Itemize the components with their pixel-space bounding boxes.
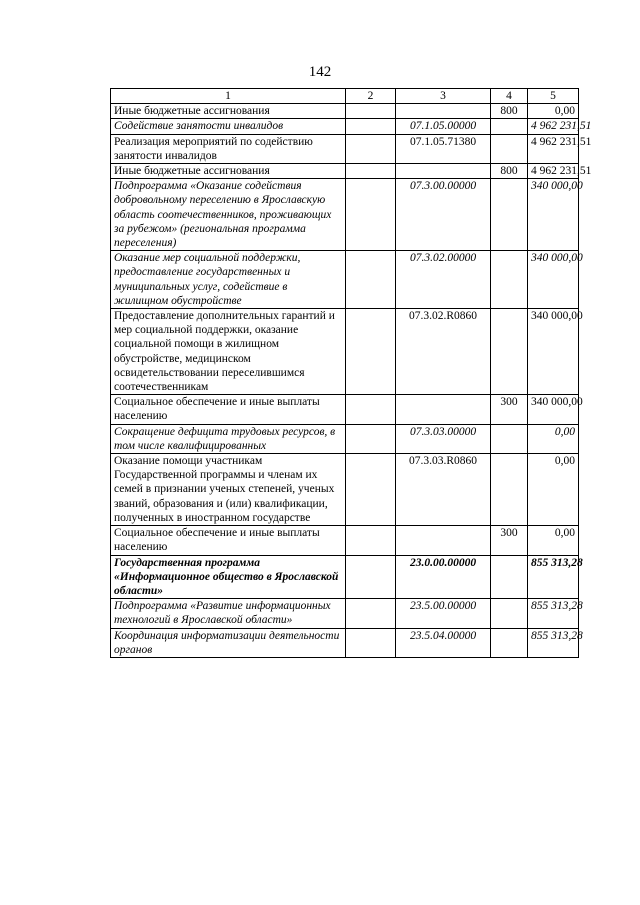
row-name-cell: Иные бюджетные ассигнования xyxy=(111,104,346,119)
header-col-3: 3 xyxy=(396,89,491,104)
row-kvr-cell xyxy=(491,134,528,163)
row-code-cell xyxy=(396,164,491,179)
row-name-cell: Социальное обеспечение и иные выплаты населению xyxy=(111,526,346,555)
row-name-cell: Подпрограмма «Оказание содействия добровольному переселению в Ярославскую область соотечественников, проживающих за рубежом» (региональная программа переселения) xyxy=(111,179,346,251)
row-code-cell: 07.3.00.00000 xyxy=(396,179,491,251)
row-code-cell: 07.3.02.00000 xyxy=(396,251,491,309)
table-row xyxy=(111,395,579,424)
row-kvr-cell xyxy=(491,179,528,251)
row-kvr-cell xyxy=(491,628,528,657)
row-name-cell: Оказание мер социальной поддержки, предоставление государственных и муниципальных услуг, содействие в жилищном обустройстве xyxy=(111,251,346,309)
row-name-cell: Государственная программа «Информационное общество в Ярославской области» xyxy=(111,555,346,599)
row-col2-cell xyxy=(346,555,396,599)
row-name-cell: Иные бюджетные ассигнования xyxy=(111,164,346,179)
row-col2-cell xyxy=(346,119,396,134)
table-header-row xyxy=(111,89,579,104)
table-body xyxy=(111,104,592,658)
row-sum-cell: 4 962 231,51 xyxy=(528,119,579,134)
row-name-cell: Сокращение дефицита трудовых ресурсов, в том числе квалифицированных xyxy=(111,424,346,453)
table-row xyxy=(111,526,579,555)
row-sum-cell: 0,00 xyxy=(528,424,579,453)
row-col2-cell xyxy=(346,628,396,657)
row-kvr-cell xyxy=(491,251,528,309)
header-col-2: 2 xyxy=(346,89,396,104)
row-code-cell: 23.0.00.00000 xyxy=(396,555,491,599)
row-kvr-cell xyxy=(491,555,528,599)
row-col2-cell xyxy=(346,134,396,163)
row-sum-cell: 855 313,28 xyxy=(528,555,579,599)
table-row xyxy=(111,309,579,395)
row-sum-cell: 0,00 xyxy=(528,526,579,555)
row-name-cell: Предоставление дополнительных гарантий и мер социальной поддержки, оказание социальной помощи в жилищном обустройстве, медицинском освидетельствовании переселившимся соотечественникам xyxy=(111,309,346,395)
table-row xyxy=(111,251,579,309)
row-col2-cell xyxy=(346,251,396,309)
row-kvr-cell: 300 xyxy=(491,395,528,424)
row-sum-cell: 0,00 xyxy=(528,454,579,526)
table-row xyxy=(111,119,579,134)
row-code-cell: 07.3.03.R0860 xyxy=(396,454,491,526)
row-code-cell: 07.1.05.00000 xyxy=(396,119,491,134)
row-col2-cell xyxy=(346,179,396,251)
row-sum-cell: 855 313,28 xyxy=(528,599,579,628)
page-number: 142 xyxy=(308,64,332,80)
table-row xyxy=(111,104,579,119)
header-col-5: 5 xyxy=(528,89,579,104)
row-name-cell: Оказание помощи участникам Государственной программы и членам их семей в признании ученых степеней, ученых званий, образования и (или) квалификации, полученных в иностранном государстве xyxy=(111,454,346,526)
row-code-cell: 07.3.02.R0860 xyxy=(396,309,491,395)
row-name-cell: Координация информатизации деятельности органов xyxy=(111,628,346,657)
row-sum-cell: 340 000,00 xyxy=(528,309,579,395)
row-col2-cell xyxy=(346,104,396,119)
row-name-cell: Подпрограмма «Развитие информационных технологий в Ярославской области» xyxy=(111,599,346,628)
row-kvr-cell: 300 xyxy=(491,526,528,555)
row-kvr-cell: 800 xyxy=(491,164,528,179)
row-code-cell: 07.1.05.71380 xyxy=(396,134,491,163)
header-col-4: 4 xyxy=(491,89,528,104)
row-col2-cell xyxy=(346,599,396,628)
row-kvr-cell xyxy=(491,599,528,628)
row-kvr-cell xyxy=(491,119,528,134)
row-col2-cell xyxy=(346,424,396,453)
row-code-cell: 23.5.00.00000 xyxy=(396,599,491,628)
row-col2-cell xyxy=(346,309,396,395)
budget-table xyxy=(110,88,592,658)
table-row xyxy=(111,599,579,628)
table-row xyxy=(111,424,579,453)
row-code-cell: 23.5.04.00000 xyxy=(396,628,491,657)
row-kvr-cell xyxy=(491,424,528,453)
row-kvr-cell xyxy=(491,309,528,395)
row-col2-cell xyxy=(346,454,396,526)
table-row xyxy=(111,134,579,163)
row-name-cell: Социальное обеспечение и иные выплаты населению xyxy=(111,395,346,424)
row-kvr-cell: 800 xyxy=(491,104,528,119)
row-code-cell xyxy=(396,104,491,119)
table-row xyxy=(111,628,579,657)
row-name-cell: Реализация мероприятий по содействию занятости инвалидов xyxy=(111,134,346,163)
row-code-cell xyxy=(396,395,491,424)
header-col-1: 1 xyxy=(111,89,346,104)
table-row xyxy=(111,164,579,179)
row-sum-cell: 340 000,00 xyxy=(528,251,579,309)
row-sum-cell: 340 000,00 xyxy=(528,179,579,251)
row-sum-cell: 855 313,28 xyxy=(528,628,579,657)
table-row xyxy=(111,179,579,251)
row-col2-cell xyxy=(346,526,396,555)
row-sum-cell: 0,00 xyxy=(528,104,579,119)
row-name-cell: Содействие занятости инвалидов xyxy=(111,119,346,134)
row-code-cell: 07.3.03.00000 xyxy=(396,424,491,453)
table-row xyxy=(111,454,579,526)
row-code-cell xyxy=(396,526,491,555)
row-sum-cell: 4 962 231,51 xyxy=(528,134,579,163)
row-kvr-cell xyxy=(491,454,528,526)
row-col2-cell xyxy=(346,164,396,179)
row-sum-cell: 340 000,00 xyxy=(528,395,579,424)
row-col2-cell xyxy=(346,395,396,424)
table-row xyxy=(111,555,579,599)
row-sum-cell: 4 962 231,51 xyxy=(528,164,579,179)
